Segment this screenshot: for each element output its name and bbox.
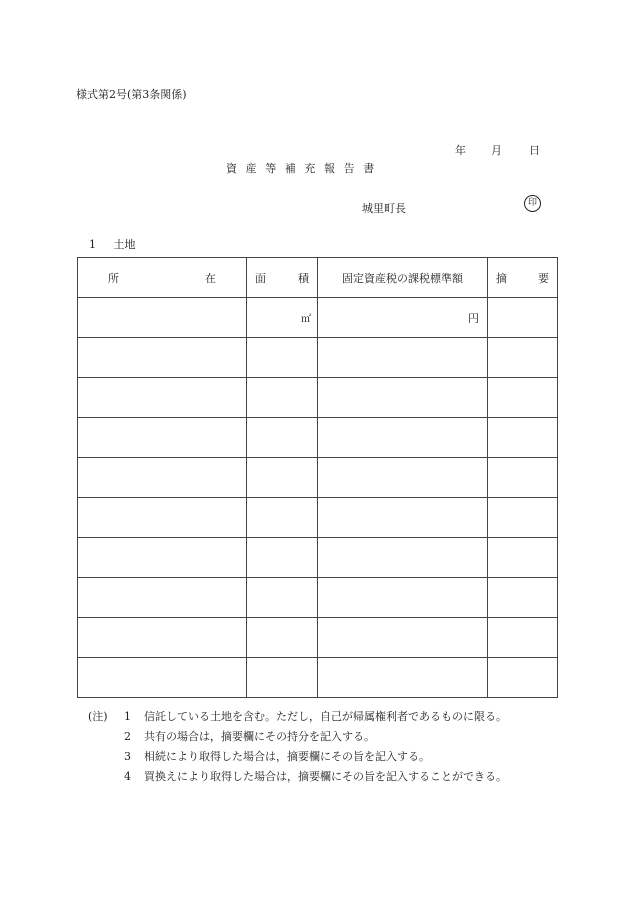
cell-assessment[interactable] [318, 418, 488, 458]
cell-location[interactable] [78, 458, 247, 498]
cell-location[interactable] [78, 618, 247, 658]
section-heading [89, 236, 136, 252]
cell-remarks[interactable] [488, 458, 558, 498]
cell-area[interactable] [247, 618, 318, 658]
cell-remarks[interactable] [488, 378, 558, 418]
note-item [88, 707, 507, 727]
note-text: 相続により取得した場合は，摘要欄にその旨を記入する。 [144, 750, 430, 763]
note-number: 3 [124, 750, 131, 763]
cell-assessment[interactable] [318, 618, 488, 658]
note-number: 2 [124, 730, 131, 743]
cell-area[interactable] [247, 338, 318, 378]
cell-location[interactable] [78, 378, 247, 418]
seal-icon: 印 [524, 195, 541, 212]
cell-assessment[interactable] [318, 498, 488, 538]
note-text: 信託している土地を含む。ただし，自己が帰属権利者であるものに限る。 [144, 710, 507, 723]
notes-label: (注) [88, 710, 108, 723]
document-title: 資産等補充報告書 [226, 162, 383, 175]
cell-assessment[interactable] [318, 578, 488, 618]
cell-location[interactable] [78, 538, 247, 578]
cell-area[interactable] [247, 458, 318, 498]
table-row [78, 578, 558, 618]
cell-assessment[interactable] [318, 378, 488, 418]
cell-remarks[interactable] [488, 538, 558, 578]
note-item [88, 727, 507, 747]
area-unit: ㎡ [301, 314, 311, 325]
table-row [78, 378, 558, 418]
note-number: 1 [124, 710, 131, 723]
note-text: 買換えにより取得した場合は，摘要欄にその旨を記入することができる。 [144, 770, 507, 783]
note-item [88, 747, 507, 767]
cell-remarks[interactable] [488, 658, 558, 698]
amount-unit: 円 [468, 312, 479, 325]
notes [88, 707, 507, 787]
cell-location[interactable] [78, 658, 247, 698]
cell-remarks[interactable] [488, 618, 558, 658]
cell-area[interactable] [247, 498, 318, 538]
cell-location[interactable] [78, 298, 247, 338]
date-day-label: 日 [529, 144, 540, 157]
note-text: 共有の場合は，摘要欄にその持分を記入する。 [144, 730, 375, 743]
cell-location[interactable] [78, 418, 247, 458]
cell-remarks[interactable] [488, 578, 558, 618]
date-year-label: 年 [455, 144, 466, 157]
cell-remarks[interactable] [488, 418, 558, 458]
date-month-label: 月 [491, 144, 502, 157]
header-remarks: 摘 要 [488, 258, 558, 298]
cell-area[interactable] [247, 378, 318, 418]
header-assessment: 固定資産税の課税標準額 [318, 258, 488, 298]
note-item [88, 767, 507, 787]
cell-assessment[interactable] [318, 658, 488, 698]
table-row [78, 458, 558, 498]
cell-location[interactable] [78, 338, 247, 378]
cell-remarks[interactable] [488, 298, 558, 338]
cell-assessment[interactable] [318, 338, 488, 378]
cell-area[interactable] [247, 418, 318, 458]
section-number: 1 [89, 238, 96, 251]
note-number: 4 [124, 770, 131, 783]
table-row [78, 658, 558, 698]
cell-assessment[interactable] [318, 458, 488, 498]
addressee: 城里町長 [362, 202, 406, 215]
header-location: 所 在 [78, 258, 247, 298]
cell-area[interactable] [247, 538, 318, 578]
cell-assessment[interactable] [318, 538, 488, 578]
cell-location[interactable] [78, 498, 247, 538]
table-row [78, 338, 558, 378]
form-number: 様式第2号(第3条関係) [76, 88, 187, 101]
cell-area[interactable] [247, 658, 318, 698]
cell-location[interactable] [78, 578, 247, 618]
header-area: 面 積 [247, 258, 318, 298]
cell-remarks[interactable] [488, 338, 558, 378]
date-line [455, 142, 545, 156]
table-row [78, 418, 558, 458]
table-row [78, 538, 558, 578]
table-row [78, 498, 558, 538]
table-body [78, 298, 558, 698]
cell-assessment[interactable] [318, 298, 488, 338]
cell-remarks[interactable] [488, 498, 558, 538]
table-row [78, 618, 558, 658]
cell-area[interactable] [247, 578, 318, 618]
section-title: 土地 [113, 238, 136, 251]
table-header-row [78, 258, 558, 298]
cell-area[interactable] [247, 298, 318, 338]
land-table [77, 257, 558, 698]
table-row [78, 298, 558, 338]
